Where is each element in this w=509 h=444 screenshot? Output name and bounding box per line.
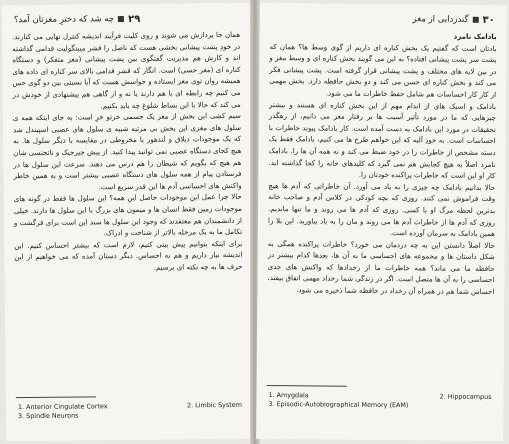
paragraph: بادامک و اسبک های از اندام مهم از این بخش کناره ای هستند و بیشتر چیزهایی که ما در مورد تأثیر آسیب ها بر رفتار مغز می دانیم، از رهگذر تحقیقات در مورد این بادامک به دست آمده است. کار بادامک پیوند خاطرات با احساسات است. به خودِ آلبه که این خواهم طرح ها می کنیم، بادامک فقط یک دسته مشخص از خاطرات را در خود ضبط می کند و نه همه آن ها را. بادامک نامرد اصلاً به هیچ کجایش هم نمی گیرد که کلیدهای خانه را کجا گذاشته اید. کار او این است که خاطرات پراکنده خودتان را. [268,99,497,181]
footnote: 2. Limbic System [186,400,242,410]
paragraph: حالا بدانیم بادامک چه چیزی را به یاد می آورد. آن خاطراتی که آدم ها هیچ وقت فراموش نمی کنند. روزی که بچه کودکی در کلاس آدم و صاحب خانه بدترین لحظه مرگ او با کسی. روزی که آدم ها می روند و ما تنها ماندیم. روزی که آدم ها از خاطرات آدم ها می روند و مان را به یاد بیاورید. این بلا را همین بادامک به سرمان آورده است. [267,180,496,239]
paragraph: یادتان است که گفتیم یک بخش کناره ای داریم از گوی وسط ها؟ همان که پشت سر پشت پیشانی افتاده؟ به این می گویند بخش کناره ای و وسط مغز و در بین لایه های مختلف و پشت پیشانی قرار گرفته است. پشت پیشانی فکر می کند و بخش کناره ای حسن می کند و دو بخش حافظه دارد. بخش مهمی از کار کار احساسات هم شامل حفظ خاطرات ما می شود. [269,41,497,99]
footnote: 2. Hippocampus [439,392,492,401]
left-page [2,3,255,442]
right-page-header [272,11,495,27]
left-page-number: ۲۹ [128,13,141,25]
square-bullet-icon [473,17,479,23]
right-footnotes [268,391,491,411]
footnote: 1. Anterior Cingulate Cortex [17,402,108,412]
square-bullet-icon [118,16,124,22]
paragraph: حالا اصلاً دانستن این به چه دردمان می خورد؟ خاطرات پراکنده همگی به شکل داستان ها و مجموعه های احساسی ما به آن ها، بعدها کدام بیشتر در حافظه ما می ماند؟ همه خاطرات ما از رخدادها که واکنش های جدی احساسی را به آن ها متصل است. اگر در زندگی شما رخداد مهمی اتفاق بیفتد، احساس شما هم در همراه آن رخداد در حافظه شما ذخیره می شود. [267,238,495,297]
right-body-text [267,29,496,298]
paragraph: حالا چرا عمل این موجودات حاصل این همه؟ این سلول ها فقط در گونه های موجودات زمین فقط انسان ها و میمون های بزرگ با این سلول ها دارند. خیلی از دانشمندان هم معتقدند که وجود این سلول ها سند این است برای فرگشت و تکامل ما به یک مرحله بالاتر از شناخت و ادراک. [13,192,243,238]
left-body-text [12,29,243,275]
footnote-row [18,410,242,421]
right-page-number: ۳۰ [482,14,495,26]
left-running-title: چه شد که دخترِ مغزتان آمد؟ [13,14,115,26]
left-footnotes [18,401,242,421]
footnote: 3. Spindle Neurons [17,411,79,421]
footnote-rule [16,396,96,398]
paragraph: برای اینکه بتوانیم پیش بینی کنیم، لازم است که بیشتر احساس کنیم. این اندیشه نیاز داریم و هم به احساس. دیگر دستان آمده که می خواهیم از این حرف ها به چه نکته ای برسیم. [14,238,243,272]
footnote-rule [267,385,347,387]
section-heading: بادامک نامرد [453,31,497,41]
right-page [256,3,507,441]
paragraph: سیم کشی این بخش از مغز یک جسمی خرتو خرِ است: به جای اینکه همه ی سلول های مغزی این بخش بی مرتیه شبیه ی سلول های عصبی اسپیندل شد که یک موجودات دیلاق و لندهور با مخروطی در مقایسه با دیگر سلول ها. به هیچ کجای دستگاه عصبی نمی توانید پیدا کنید. از پیش جیرجیک و ناتجنسی شان هم هیچ که بگویم که شیطان را هم درس می دهند. سرعت این سلول ها در فرستادن پیام از همه سلول های دستگاه عصبی بیشتر است و به همین خاطر واکنش های احساسی آدم ها این قدر سریع است. [12,110,242,192]
paragraph: همان جا پردازش می شوند و روی کلیت فرآیند اندیشه کنترل نهایی می کنارند. در خودِ پشت پیشانی بخشی هست که ناصل را قشر میینگولیت قدامی گذاشته اند و کارش هم مدیریت گفتگوی بین پشت پیشانی (مغز متفکر) و دستگاه کناره ای (مغز حسی) است. انگار که قشر قدامی بالای سر کناره ای داده های همیشه روان توی مغز ایستاده و حواسش هست که آیا نسبتی بین دو گوی حس می کنیم چه رابطه ای با هم دارند یا نه و از گاهی هم پیشنهادی از خودش در می کند که حالا با این بساط شلوغ چه باید بکنیم. [12,29,241,110]
left-page-header [14,11,238,27]
footnote: 1. Amygdala [268,391,309,400]
right-running-title: گندزدایی از مغز [412,14,469,25]
footnote: 3. Episodic-Autobiographical Memory (EAM) [268,400,409,410]
